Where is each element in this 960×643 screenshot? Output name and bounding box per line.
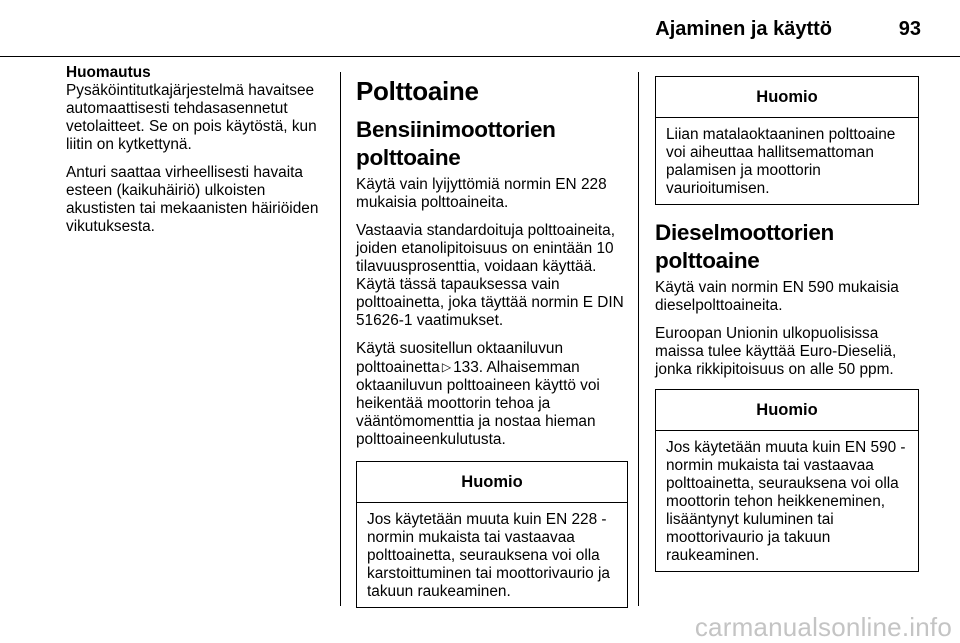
section-title: Polttoaine [356,76,479,106]
subsection-title-petrol: Bensiinimoottorien polttoaine [356,117,556,170]
paragraph-text: . Alhaisemman oktaaniluvun polttoaineen käyttö voi heikentää moottorin tehoa ja vääntömomenttia ja nostaa hieman polttoaineenkulutusta. [356,359,600,448]
column-divider-left [340,72,341,606]
caution-box [655,389,919,572]
caution-box-text: Jos käytetään muuta kuin EN 590 -normin mukaista tai vastaavaa polttoainetta, seurauksena voi olla moottorin tehon heikkeneminen, lisääntynyt kuluminen tai moottorivaurio ja takuun raukeaminen. [666,439,906,564]
column-3 [655,76,919,586]
column-2 [356,64,628,622]
column-divider-right [638,72,639,606]
caution-box-title: Huomio [656,390,918,431]
subsection-title-diesel: Dieselmoottorien polttoaine [655,220,834,273]
watermark: carmanualsonline.info [694,612,952,642]
column-1 [66,64,328,246]
caution-box-title: Huomio [357,462,627,503]
paragraph-with-reference [356,340,628,449]
page-reference-number[interactable]: 133 [453,359,479,376]
paragraph: Euroopan Unionin ulkopuolisissa maissa tulee käyttää Euro-Dieseliä, jonka rikkipitoisuus on alle 50 ppm. [655,325,897,378]
running-head [0,18,960,48]
caution-box [655,76,919,205]
paragraph: Käytä vain normin EN 590 mukaisia dieselpolttoaineita. [655,279,899,314]
paragraph: Anturi saattaa virheellisesti havaita esteen (kaikuhäiriö) ulkoisten akustisten tai mekaanisten häiriöiden vikutuksesta. [66,164,319,235]
caution-box [356,461,628,608]
caution-box-text: Jos käytetään muuta kuin EN 228 -normin mukaista tai vastaavaa polttoainetta, seurauksena voi olla karstoittuminen tai moottorivaurio ja takuun raukeaminen. [367,511,610,600]
header-title: Ajaminen ja käyttö [655,18,832,40]
note-text: Pysäköintitutkajärjestelmä havaitsee automaattisesti tehdasasennetut vetolaitteet. Se on pois käytöstä, kun liitin on kytkettynä. [66,82,317,153]
page-reference-icon[interactable]: ▷ [441,360,452,374]
caution-box-text: Liian matalaoktaaninen polttoaine voi aiheuttaa hallitsemattoman palamisen ja moottorin vaurioitumisen. [666,126,896,197]
header-rule [0,56,960,57]
page-number: 93 [898,18,921,40]
paragraph: Käytä vain lyijyttömiä normin EN 228 mukaisia polttoaineita. [356,176,607,211]
caution-box-title: Huomio [656,77,918,118]
paragraph-text: Käytä suositellun oktaaniluvun polttoainetta [356,340,564,376]
note-block [66,64,328,154]
note-label: Huomautus [66,64,151,81]
paragraph: Vastaavia standardoituja polttoaineita, joiden etanolipitoisuus on enintään 10 tilavuusprosenttia, voidaan käyttää. Käytä tässä tapauksessa vain polttoainetta, joka täyttää normin E DIN 51626-1 vaatimukset. [356,222,624,329]
